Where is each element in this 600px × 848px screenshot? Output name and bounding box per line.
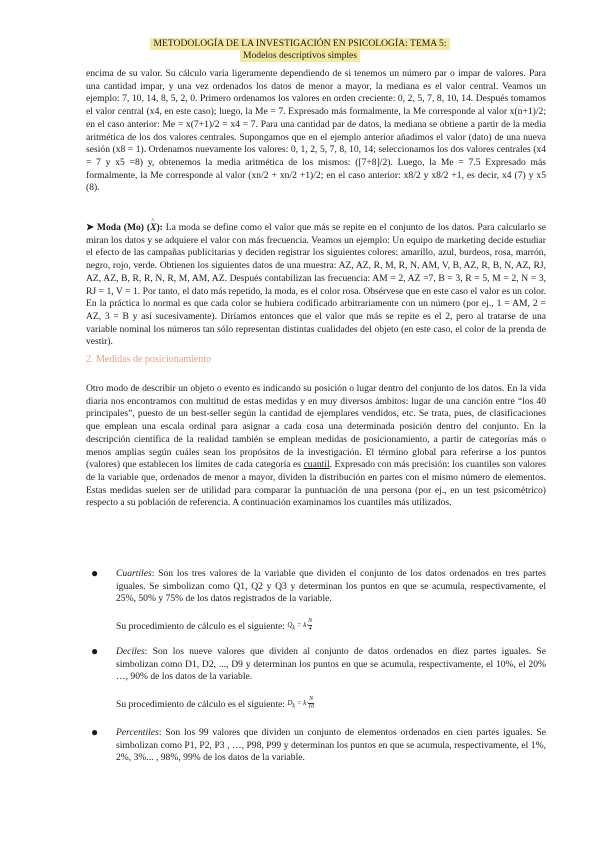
formula-cuartiles: $Q_k = k\cdot$ $\frac{N}{4}$ [287,618,313,633]
x-hat-symbol: ^ X [150,222,156,233]
term-cuartiles: Cuartiles [116,568,152,579]
text-percentiles: : Son los 99 valores que dividen un conjunto de elementos ordenados en cien partes iguales. Se simbolizan como P1, P2, P3 , …, P98, P99 y determinan los puntos en que se acumula, respectivamente, el 1%, 2%, 3%... , 98%, 99% de los datos de la variable. [116,727,546,764]
paragraph-mediana: encima de su valor. Su cálculo varía ligeramente dependiendo de si tenemos un número par o impar de valores. Para una cantidad impar, y una vez ordenados los datos de menor a mayor, la mediana es el valor central. Veamos un ejemplo: 7, 10, 14, 8, 5, 2, 0. Primero ordenamos los valores en orden creciente: 0, 2, 5, 7, 8, 10, 14. Después tomamos el valor central (x4, en este caso); luego, la Me = 7. Expresado más formalmente, la Me corresponde al valor x(n+1)/2; en el caso anterior: Me = x(7+1)/2 = x4 = 7. Para una cantidad par de datos, la mediana se obtiene a partir de la media aritmética de los dos valores centrales. Supongamos que en el ejemplo anterior añadimos el valor (dato) de una nueva sesión (x8 = 1). Ordenamos nuevamente los valores: 0, 1, 2, 5, 7, 8, 10, 14; seleccionamos los dos valores centrales (x4 = 7 y x5 =8) y, obtenemos la media aritmética de los mismos: ([7+8]/2). Luego, la Me = 7.5 Expresado más formalmente, la Me corresponde al valor (xn/2 + xn/2 +1)/2; en el caso anterior: x8/2 y x8/2 +1, es decir, x4 (7) y x5 (8). [86,68,546,194]
formula-deciles: $D_k = k\cdot$ $\frac{N}{10}$ [287,696,315,711]
section-title: 2. Medidas de posicionamiento [86,354,211,365]
procedure-deciles: Su procedimiento de cálculo es el siguiente: [116,698,285,710]
procedure-cuartiles: Su procedimiento de cálculo es el siguiente: [116,620,285,632]
cuantil-term: cuantil [303,459,330,471]
text-cuartiles: : Son los tres valores de la variable que dividen el conjunto de los datos ordenados en tres partes iguales. Se simbolizan como Q1, Q2 y Q3 y determinan los puntos en que se acumula, respectivamente, el 25%, 50% y 75% de los datos registrados de la variable. [116,568,546,605]
moda-label-end: ): [156,222,163,233]
term-percentiles: Percentiles [116,727,159,738]
paragraph-moda [86,222,546,349]
list-item-deciles [86,646,546,713]
bullet-icon: ● [91,725,99,739]
list-item-percentiles [86,727,546,765]
text-deciles: : Son los nueve valores que dividen al conjunto de datos ordenados en diez partes iguales. Se simbolizan como D1, D2, ..., D9 y determinan los puntos en que se acumula, respectivamente, el 10%, el 20% …, 90% de los datos de la variable. [116,646,546,683]
header-title: METODOLOGÍA DE LA INVESTIGACIÓN EN PSICOLOGÍA: TEMA 5: [150,38,449,50]
posicion-text-b: . Expresado con más precisión: los cuantiles son valores de la variable que, ordenados de menor a mayor, dividen la distribución en partes con el mismo número de elementos. Estas medidas suelen ser de utilidad para comparar la puntuación de una persona (por ej., en un test psicométrico) respecto a su población de referencia. A continuación examinamos los cuantiles más utilizados. [86,459,547,509]
bullet-icon: ● [91,566,99,580]
list-item-cuartiles [86,568,546,635]
moda-label: ➤ Moda (Mo) ( [86,222,151,233]
header-subtitle: Modelos descriptivos simples [240,50,360,62]
page-subheader [0,45,600,63]
posicion-text-a: Otro modo de describir un objeto o evento es indicando su posición o lugar dentro del conjunto de los datos. En la vida diaria nos encontramos con multitud de estas medidas y en muy diversos ámbitos: lugar de una canción entre “los 40 principales”, puesto de un best-seller según la cantidad de ejemplares vendidos, etc. Se trata, pues, de clasificaciones que emplean una escala ordinal para asignar a cada cosa una determinada posición dentro del conjunto. En la descripción científica de la realidad también se emplean medidas de posicionamiento, a partir de categorías más o menos amplias según cuáles sean los propósitos de la investigación. El término global para referirse a los puntos (valores) que establecen los límites de cada categoría es [86,383,546,471]
bullet-icon: ● [91,644,99,658]
moda-text: La moda se define como el valor que más se repite en el conjunto de los datos. Para calcularlo se miran los datos y se adquiere el valor con más frecuencia. Veamos un ejemplo: Un equipo de marketing decide estudiar el efecto de las campañas publicitarias y deciden registrar los siguientes colores: amarillo, azul, burdeos, rosa, marrón, negro, rojo, verde. Obtienen los siguientes datos de una muestra: AZ, AZ, R, M, R, N, AM, V, B, AZ, R, B, N, AZ, RJ, AZ, AZ, B, R, R, N, R, M, AM, AZ. Después contabilizan las frecuencia: AM = 2, AZ =7, B = 3, R = 5, M = 2, N = 3, RJ = 1, V = 1. Por tanto, el dato más repetido, la moda, es el color rosa. Obsérvese que en este caso el valor es un color. En la práctica lo normal es que cada color se hubiera codificado arbitrariamente con un número (por ej., 1 = AM, 2 = AZ, 3 = B y así sucesivamente). Diríamos entonces que el valor que más se repite es el 2, pero al tratarse de una variable nominal los números tan sólo representan distintas cualidades del objeto (en este caso, el color de la prenda de vestir). [86,222,546,348]
paragraph-posicionamiento [86,383,546,510]
term-deciles: Deciles [116,646,145,657]
